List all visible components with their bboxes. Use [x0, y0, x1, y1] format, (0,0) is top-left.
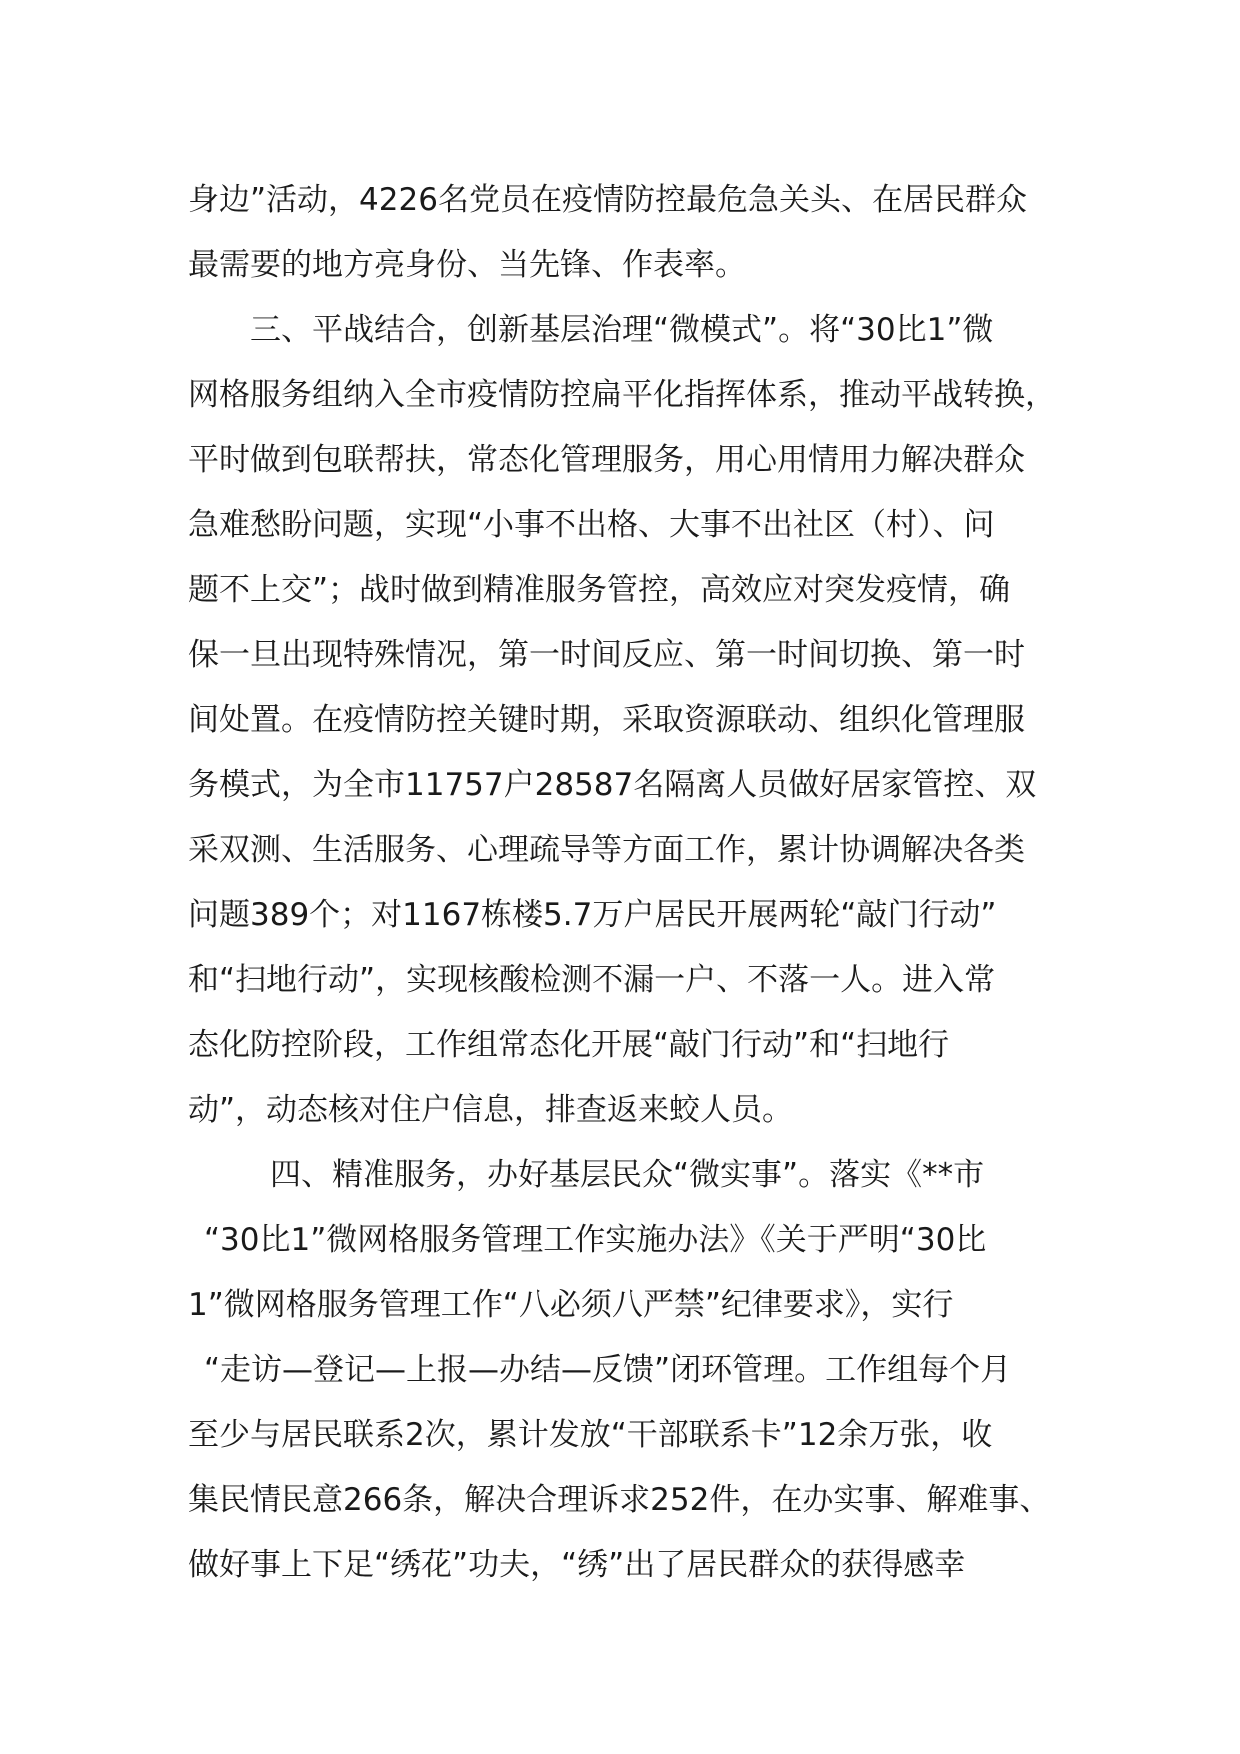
text-line: 1”微网格服务管理工作“八必须八严禁”纪律要求》，实行	[188, 1287, 954, 1323]
text-line: 保一旦出现特殊情况，第一时间反应、第一时间切换、第一时	[188, 637, 1025, 673]
text-line: 做好事上下足“绣花”功夫，“绣”出了居民群众的获得感幸	[188, 1547, 966, 1583]
text-line: 网格服务组纳入全市疫情防控扁平化指挥体系，推动平战转换，	[188, 377, 1056, 413]
section-heading-line: 四、精准服务，办好基层民众“微实事”。落实《**市	[270, 1157, 985, 1193]
text-line: 题不上交”；战时做到精准服务管控，高效应对突发疫情，确	[188, 572, 1011, 608]
text-line: 至少与居民联系2次，累计发放“干部联系卡”12余万张，收	[188, 1417, 993, 1453]
section-heading-line: 三、平战结合，创新基层治理“微模式”。将“30比1”微	[250, 312, 994, 348]
text-line: 间处置。在疫情防控关键时期，采取资源联动、组织化管理服	[188, 702, 1025, 738]
text-line: 和“扫地行动”，实现核酸检测不漏一户、不落一人。进入常	[188, 962, 996, 998]
text-line: 平时做到包联帮扶，常态化管理服务，用心用情用力解决群众	[188, 442, 1025, 478]
body-text	[188, 168, 1088, 1598]
text-line: 采双测、生活服务、心理疏导等方面工作，累计协调解决各类	[188, 832, 1025, 868]
text-line: 态化防控阶段，工作组常态化开展“敲门行动”和“扫地行	[188, 1027, 950, 1063]
text-line: 身边”活动，4226名党员在疫情防控最危急关头、在居民群众	[188, 182, 1027, 218]
text-line: 急难愁盼问题，实现“小事不出格、大事不出社区（村）、问	[188, 507, 995, 543]
text-line: 务模式，为全市11757户28587名隔离人员做好居家管控、双	[188, 767, 1037, 803]
text-line: 集民情民意266条，解决合理诉求252件，在办实事、解难事、	[188, 1482, 1051, 1518]
text-line: “走访—登记—上报—办结—反馈”闭环管理。工作组每个月	[204, 1352, 1012, 1388]
text-line: “30比1”微网格服务管理工作实施办法》《关于严明“30比	[204, 1222, 987, 1258]
text-line: 动”，动态核对住户信息，排查返来蛟人员。	[188, 1092, 794, 1128]
text-line: 问题389个；对1167栋楼5.7万户居民开展两轮“敲门行动”	[188, 897, 997, 933]
text-line: 最需要的地方亮身份、当先锋、作表率。	[188, 247, 746, 283]
